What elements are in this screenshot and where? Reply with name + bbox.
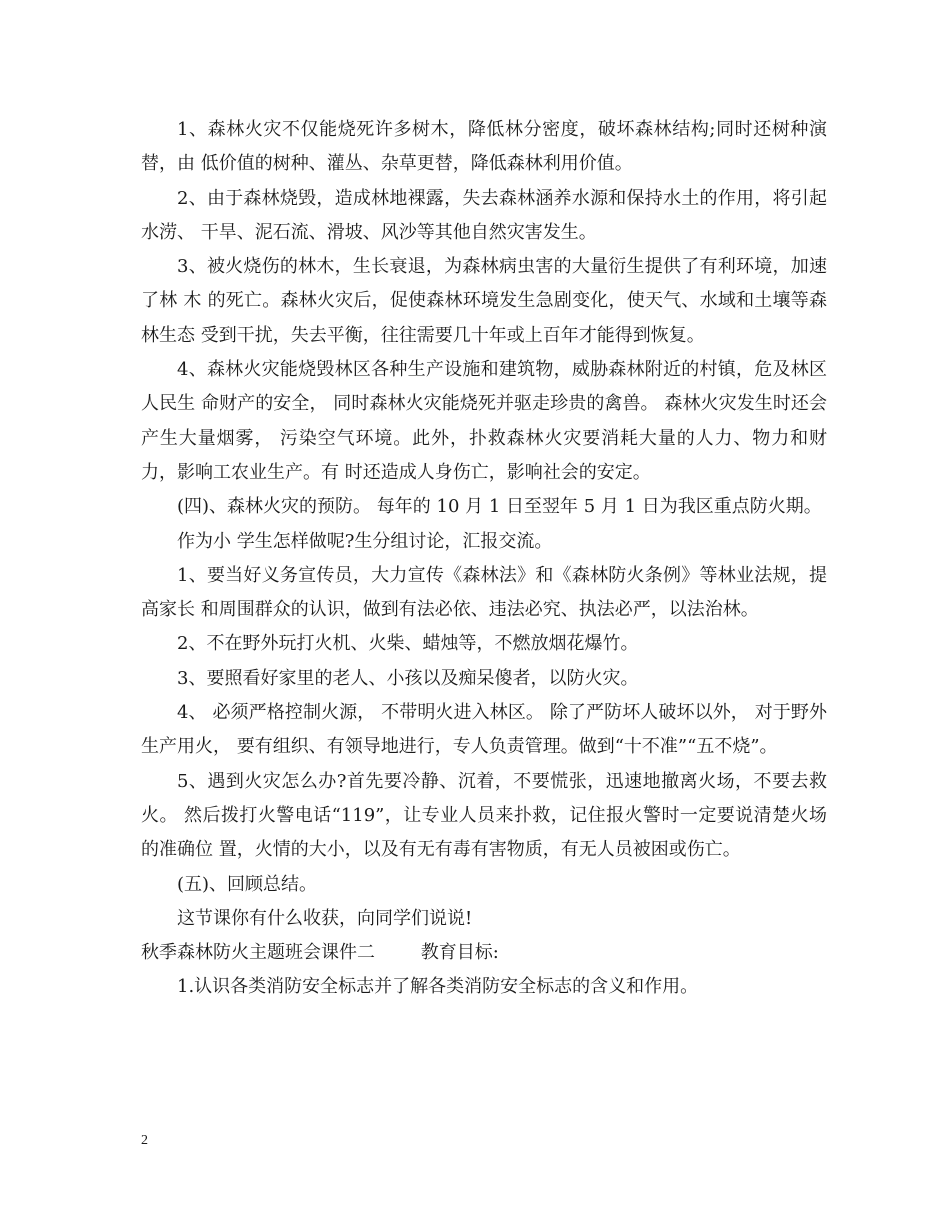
paragraph-5: (四)、森林火灾的预防。 每年的 10 月 1 日至翌年 5 月 1 日为我区重点防火期。 (177, 496, 822, 518)
paragraph-6: 作为小 学生怎样做呢?生分组讨论，汇报交流。 (177, 530, 553, 552)
paragraph-13: 这节课你有什么收获，向同学们说说! (177, 907, 473, 929)
section-heading: 秋季森林防火主题班会课件二 教育目标: (141, 942, 499, 964)
paragraph-12: (五)、回顾总结。 (177, 873, 318, 895)
paragraph-7: 1、要当好义务宣传员，大力宣传《森林法》和《森林防火条例》等林业法规，提高家长 和周围群众的认识，做到有法必依、违法必究、执法必严，以法治林。 (141, 564, 827, 621)
paragraph-3: 3、被火烧伤的林木，生长衰退，为森林病虫害的大量衍生提供了有利环境，加速了林 木 的死亡。森林火灾后，促使森林环境发生急剧变化，使天气、水域和土壤等森林生态 受到干扰，失去平衡，往往需要几十年或上百年才能得到恢复。 (141, 256, 827, 346)
paragraph-10: 4、 必须严格控制火源， 不带明火进入林区。 除了严防坏人破坏以外， 对于野外生产用火， 要有组织、有领导地进行，专人负责管理。做到“十不准”“五不烧”。 (141, 702, 827, 758)
paragraph-11: 5、遇到火灾怎么办?首先要冷静、沉着，不要慌张，迅速地撤离火场，不要去救火。 然后拨打火警电话“119”，让专业人员来扑救，记住报火警时一定要说清楚火场的准确位 置，火情的大小，以及有无有毒有害物质，有无人员被困或伤亡。 (141, 770, 827, 861)
paragraph-9: 3、要照看好家里的老人、小孩以及痴呆傻者，以防火灾。 (177, 667, 639, 689)
paragraph-14: 1.认识各类消防安全标志并了解各类消防安全标志的含义和作用。 (177, 976, 699, 998)
page-body (141, 113, 827, 1005)
paragraph-2: 2、由于森林烧毁，造成林地裸露，失去森林涵养水源和保持水土的作用，将引起水涝、 干旱、泥石流、滑坡、风沙等其他自然灾害发生。 (141, 187, 827, 243)
page-number: 2 (141, 1133, 148, 1148)
paragraph-1: 1、森林火灾不仅能烧死许多树木，降低林分密度，破坏森林结构;同时还树种演替，由 低价值的树种、灌丛、杂草更替，降低森林利用价值。 (141, 119, 827, 175)
paragraph-4: 4、森林火灾能烧毁林区各种生产设施和建筑物，威胁森林附近的村镇，危及林区人民生 命财产的安全， 同时森林火灾能烧死并驱走珍贵的禽兽。 森林火灾发生时还会产生大量烟雾， 污染空气环境。此外，扑救森林火灾要消耗大量的人力、物力和财力，影响工农业生产。有 时还造成人身伤亡，影响社会的安定。 (141, 359, 827, 483)
paragraph-8: 2、不在野外玩打火机、火柴、蜡烛等，不燃放烟花爆竹。 (177, 633, 639, 655)
